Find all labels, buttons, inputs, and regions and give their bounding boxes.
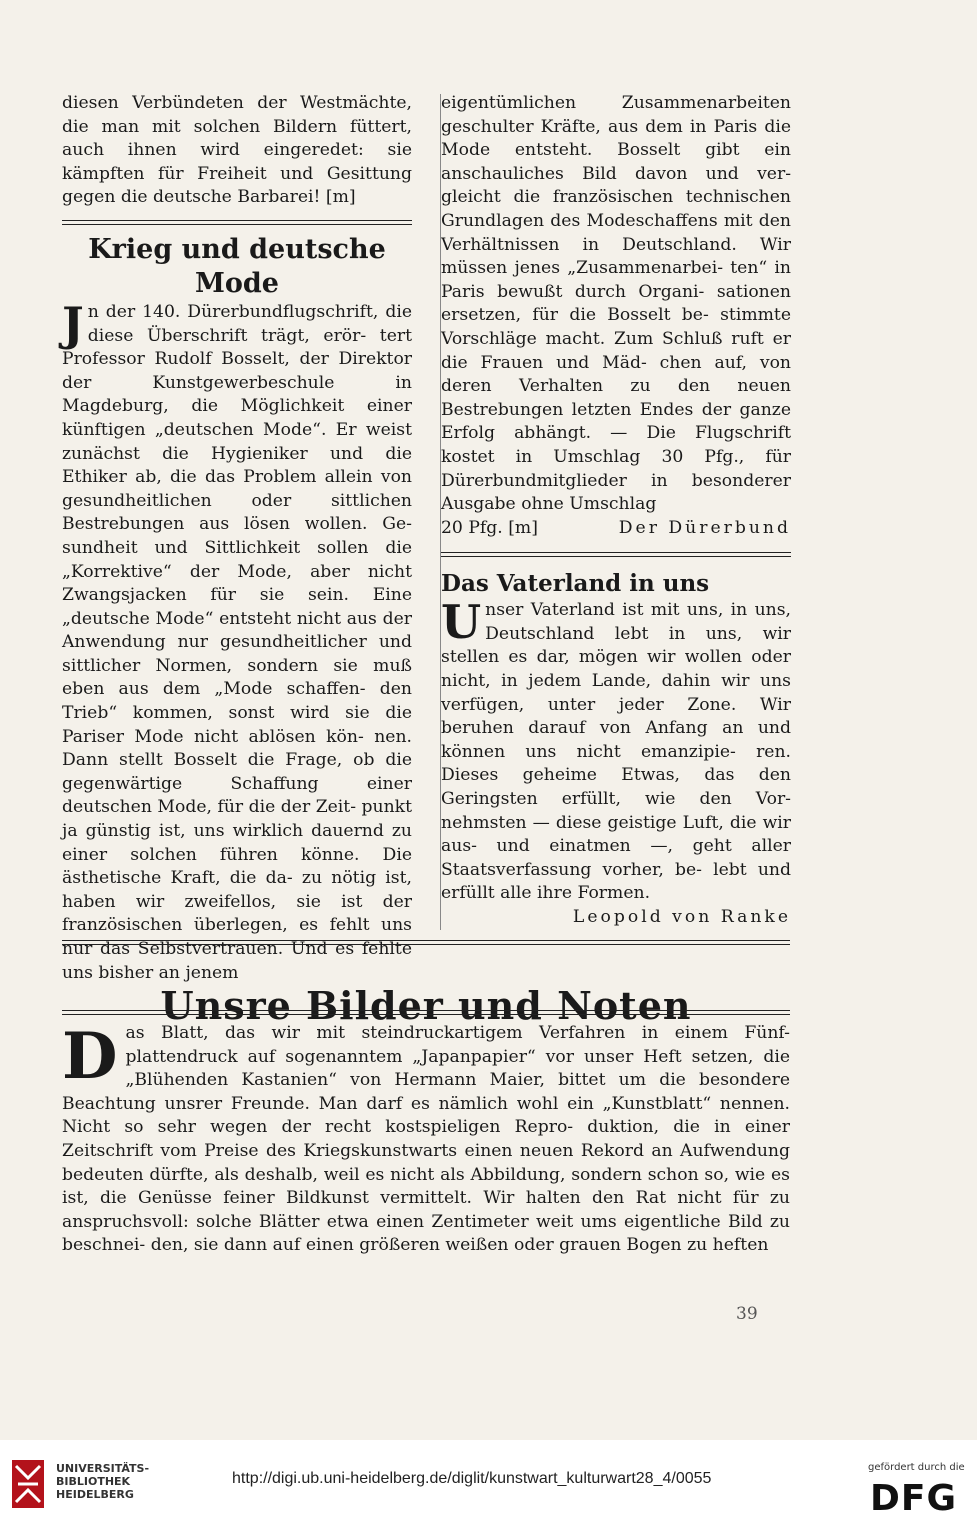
digitization-footer	[0, 1440, 977, 1528]
text-line: nen. Dann stellt Bosselt die Frage,	[62, 726, 412, 771]
text-line: anschauliches Bild davon und ver-	[441, 163, 791, 184]
continuation-paragraph	[441, 92, 791, 517]
text-line: den, sie dann auf einen größeren weißen oder grauen Bogen zu heften	[150, 1235, 769, 1256]
text-line: der ganze Erfolg abhängt. — Die	[441, 399, 791, 444]
library-name-line: UNIVERSITÄTS-	[56, 1462, 150, 1475]
text-line: neuen Rekord an Aufwendung bedeuten dürfte, als deshalb, weil es nicht	[62, 1140, 790, 1185]
text-line: Zwangsjacken für sie sein. Eine	[62, 585, 412, 606]
text-line: gegen die deutsche Barbarei! [m]	[62, 187, 356, 208]
text-line: solche Blätter etwa einen Zentimeter weit ums eigentliche Bild zu beschnei-	[62, 1211, 790, 1256]
article-1-title: Krieg und deutsche Mode	[88, 233, 386, 299]
text-line: n der 140. Dürerbundflugschrift,	[87, 301, 386, 322]
text-line: nser Vaterland ist mit uns, in	[485, 600, 755, 621]
signature-ranke: Leopold von Ranke	[572, 907, 791, 927]
text-line: chen auf, von deren Verhalten zu	[441, 352, 791, 397]
text-line: in Magdeburg, die Möglichkeit einer	[62, 372, 412, 417]
text-line: die besondere Beachtung unsrer Freunde. Man darf es nämlich wohl ein	[62, 1070, 790, 1114]
text-line: weist zunächst die Hygieniker und die	[62, 419, 412, 464]
text-line: „Kunstblatt“ nennen. Nicht so sehr wegen der recht kostspieligen Repro-	[62, 1093, 790, 1138]
text-line: gleicht die französischen technischen	[441, 187, 791, 208]
text-line: den Trieb“ kommen, sonst wird sie	[62, 679, 412, 724]
text-line: diesen Verbündeten der Westmächte,	[62, 93, 412, 113]
text-line: den Verhältnissen in Deutschland.	[441, 210, 791, 255]
article-3-body	[62, 1019, 790, 1258]
text-line: zu nötig ist, haben wir zweifellos,	[62, 868, 412, 912]
article-1-body	[62, 296, 413, 985]
section-divider	[62, 220, 412, 225]
text-line: wir uns verfügen, unter jeder Zone.	[441, 671, 791, 715]
text-line: geschulter Kräfte, aus dem in Paris	[441, 116, 765, 137]
text-line: punkt ja günstig ist, uns wirklich	[62, 797, 412, 842]
intro-paragraph	[62, 92, 412, 210]
article-3-title: Unsre Bilder und Noten	[160, 983, 692, 1029]
text-line: 20 Pfg. [m]	[441, 517, 538, 538]
text-line: muß eben aus dem „Mode schaffen-	[62, 655, 412, 700]
text-line: plattendruck auf sogenanntem „Japanpapier“ vor unser Heft setzen,	[125, 1046, 764, 1067]
text-line: von gesundheitlichen oder sittlichen	[62, 467, 412, 511]
university-logo-icon	[10, 1458, 46, 1510]
right-column	[441, 92, 791, 930]
page-number: 39	[736, 1304, 758, 1324]
text-line: den neuen Bestrebungen letzten Endes	[441, 376, 791, 420]
text-line: ten“ in Paris bewußt durch Organi-	[441, 258, 791, 302]
text-line: könne. Die ästhetische Kraft, die da-	[62, 844, 413, 889]
text-line: wir stellen es dar, mögen wir wollen	[441, 623, 791, 668]
text-line: die diese Überschrift trägt, erör-	[87, 301, 412, 346]
text-line: sie ist der französischen überlegen,	[62, 891, 412, 936]
dropcap: D	[62, 1019, 118, 1094]
source-url-link[interactable]: http://digi.ub.uni-heidelberg.de/diglit/kunstwart_kulturwart28_4/0055	[232, 1470, 712, 1487]
article-2-title: Das Vaterland in uns	[441, 570, 710, 598]
text-line: besonderer Ausgabe ohne Umschlag	[441, 470, 791, 515]
text-line: lebt und erfüllt alle ihre Formen.	[441, 859, 791, 904]
text-line: Grundlagen des Modeschaffens mit	[441, 210, 759, 231]
text-line: sationen ersetzen, für die Bosselt be-	[441, 281, 791, 326]
text-line: nehmsten — diese geistige Luft, die	[441, 812, 763, 833]
left-column	[62, 92, 412, 985]
text-line: der Anwendung nur gesundheitlicher	[62, 608, 412, 653]
text-line: künftigen „deutschen Mode“. Er	[62, 419, 366, 440]
section-divider	[62, 940, 790, 945]
text-line: Und es fehlte uns bisher an jenem	[62, 939, 413, 983]
text-line: die Pariser Mode nicht ablösen kön-	[62, 703, 412, 747]
text-line: und sittlicher Normen, sondern sie	[62, 632, 412, 676]
text-line: 30 Pfg., für Dürerbundmitglieder in	[441, 446, 791, 491]
text-line: Flugschrift kostet in Umschlag	[441, 423, 791, 467]
text-line: Schluß ruft er die Frauen und Mäd-	[441, 328, 791, 373]
text-line: die Mode entsteht. Bosselt gibt ein	[441, 116, 791, 161]
library-name-line: HEIDELBERG	[56, 1488, 134, 1501]
text-line: ren. Dieses geheime Etwas, das	[441, 741, 791, 786]
text-line: ob die gegenwärtige Schaffung einer	[62, 750, 412, 794]
text-line: tert Professor Rudolf Bosselt,	[62, 325, 412, 370]
funded-by-label: gefördert durch die	[868, 1462, 965, 1473]
section-divider	[62, 1010, 790, 1015]
text-line: stimmte Vorschläge macht. Zum	[441, 305, 791, 349]
text-line: uns, Deutschland lebt in uns,	[485, 600, 791, 644]
text-line: als Abbildung, sondern schon so, wie es ist, die Genüsse feiner	[62, 1164, 790, 1209]
signature-duererbund: Der Dürerbund	[618, 517, 791, 538]
text-line: aller Staatsverfassung vorher, be-	[441, 836, 791, 880]
text-line: „deutsche Mode“ entsteht nicht aus	[62, 608, 383, 629]
text-line: sundheit und Sittlichkeit sollen die	[62, 537, 412, 558]
text-line: „Korrektive“ der Mode, aber nicht	[62, 561, 412, 582]
column-divider	[440, 94, 441, 930]
section-divider	[441, 552, 791, 557]
text-line: kämpften für Freiheit und Gesittung	[62, 163, 412, 184]
text-line: dauernd zu einer solchen führen	[62, 821, 412, 865]
text-line: an und können uns nicht emanzipie-	[441, 718, 792, 762]
text-line: wir aus- und einatmen —, geht	[441, 812, 791, 857]
text-line: eigentümlichen Zusammenarbeiten	[441, 93, 791, 113]
dropcap: J	[62, 296, 84, 351]
library-name	[56, 1462, 149, 1501]
text-line: es fehlt uns nur das Selbstvertrauen.	[62, 915, 412, 959]
article-2-body	[441, 595, 792, 906]
last-line-with-signature	[441, 517, 791, 541]
text-line: as Blatt, das wir mit steindruckartigem Verfahren in einem Fünf-	[125, 1023, 790, 1043]
dropcap: U	[441, 595, 482, 650]
dfg-logo: DFG	[870, 1478, 958, 1519]
text-line: oder nicht, in jedem Lande, dahin	[441, 647, 791, 692]
library-name-line: BIBLIOTHEK	[56, 1475, 131, 1488]
text-line: Ethiker ab, die das Problem allein	[62, 467, 381, 488]
text-line: Bildkunst vermittelt. Wir halten den Rat nicht für zu anspruchsvoll:	[62, 1188, 790, 1232]
text-line: Bestrebungen aus lösen wollen. Ge-	[62, 514, 412, 535]
text-line: Wir müssen jenes „Zusammenarbei-	[441, 234, 791, 279]
text-line: der Direktor der Kunstgewerbeschule	[62, 349, 413, 393]
text-line: duktion, die in einer Zeitschrift vom Preise des Kriegskunstwarts einen	[62, 1117, 790, 1161]
text-line: den Geringsten erfüllt, wie den Vor-	[441, 765, 791, 810]
text-line: die man mit solchen Bildern füttert,	[62, 116, 412, 137]
text-line: auch ihnen wird eingeredet: sie	[62, 140, 412, 161]
text-line: Wir beruhen darauf von Anfang	[441, 694, 791, 739]
text-line: die „Blühenden Kastanien“ von Hermann Maier, bittet um	[125, 1046, 790, 1091]
text-line: deutschen Mode, für die der Zeit-	[62, 797, 362, 818]
